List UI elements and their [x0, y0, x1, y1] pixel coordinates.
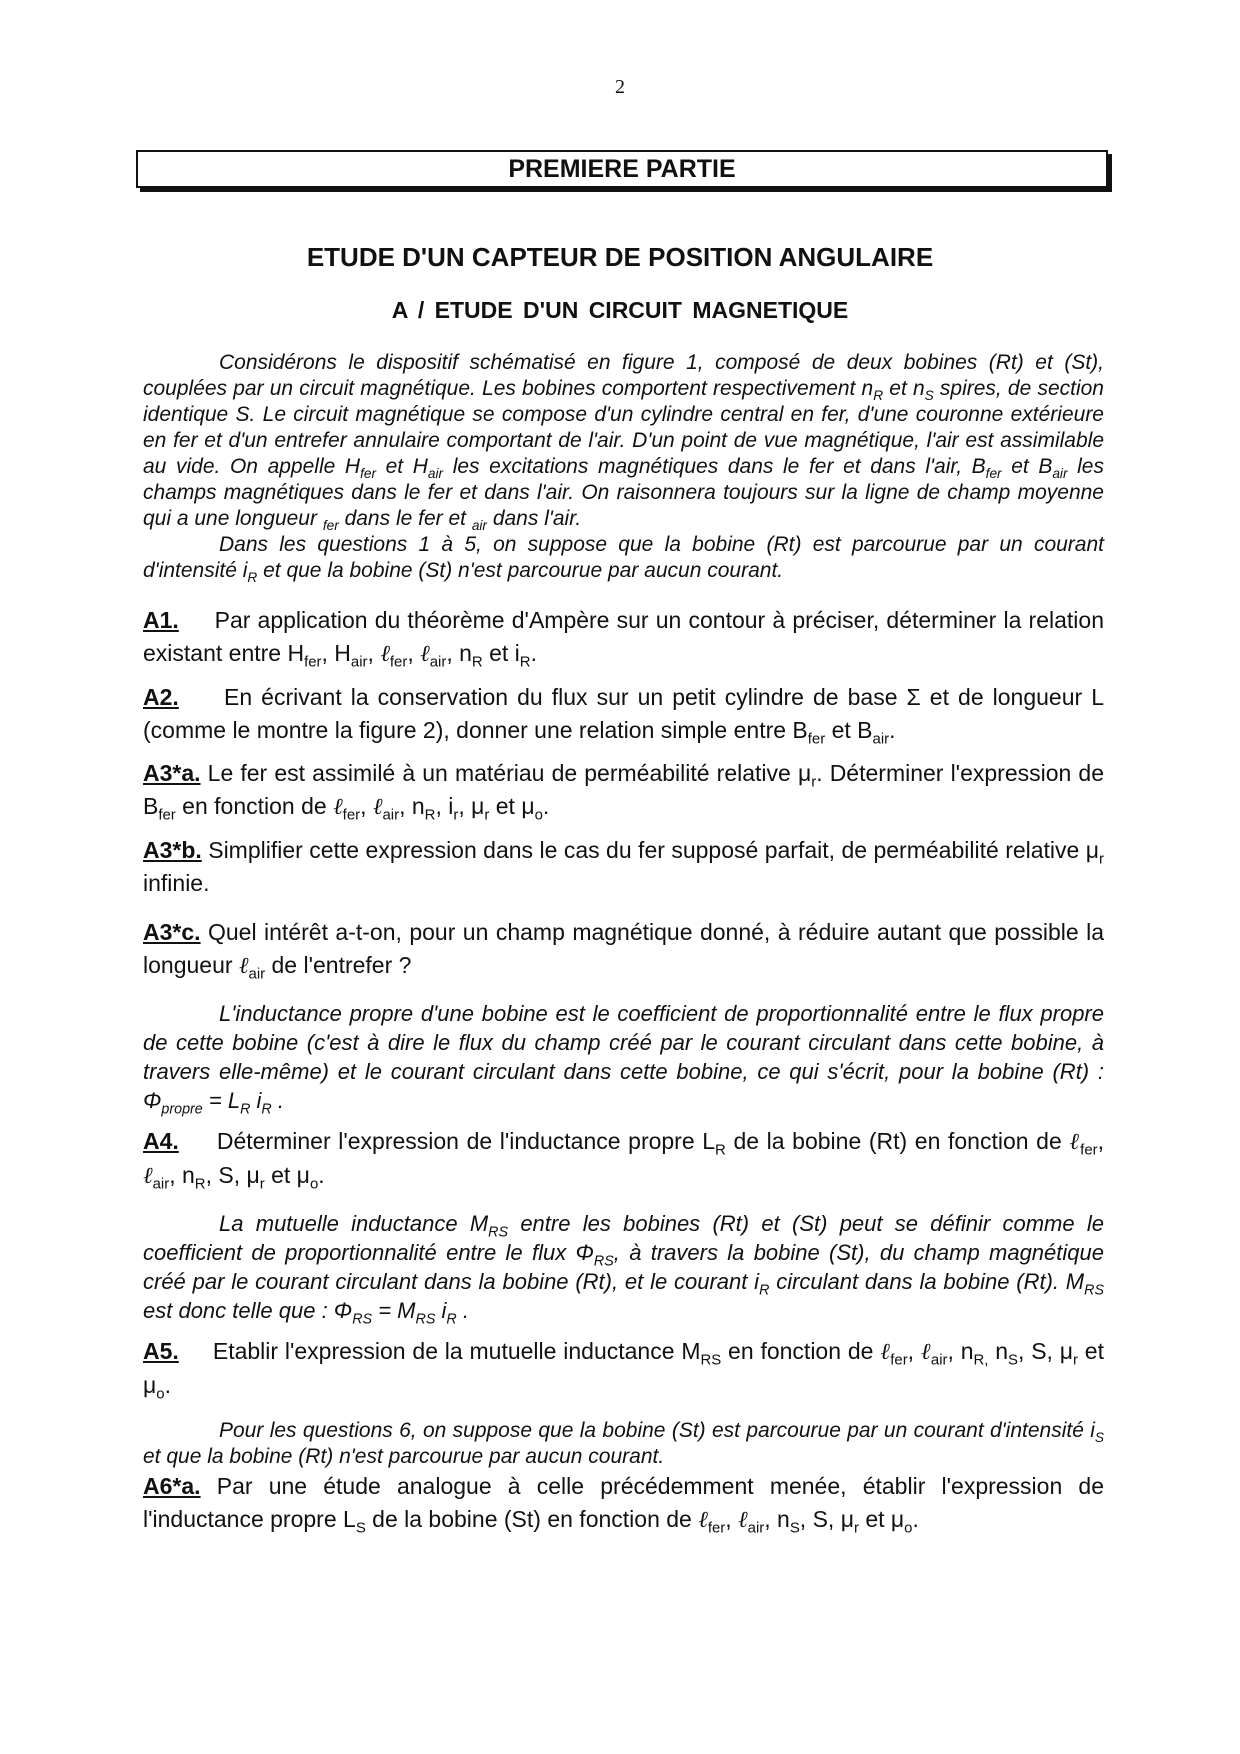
question-a2: A2. En écrivant la conservation du flux sur un petit cylindre de base Σ et de longueur L (comme le montre la figure 2), donner une relation simple entre $B_{fer}$ et $B_{air}$.	[143, 684, 1104, 748]
question-a3a: A3*a. Le fer est assimilé à un matériau de perméabilité relative $\mu_r$. Déterminer l'expression de $B_{fer}$ en fonction de ℓ$_{fer}$, ℓ$_{air}$, $n_R$, $i_r$, $\mu_r$ et $\mu_o$.	[143, 760, 1105, 824]
question-a5: A5. Etablir l'expression de la mutuelle inductance $M_{RS}$ en fonction de ℓ$_{fer}$, ℓ$_{air}$, $n_{R,}$ $n_S$, S, $\mu_r$ et $\mu_o$.	[143, 1338, 1104, 1403]
question-a5-label: A5.	[143, 1338, 179, 1364]
question-a3c: A3*c. Quel intérêt a-t-on, pour un champ magnétique donné, à réduire autant que possible la longueur ℓ$_{air}$ de l'entrefer ?	[143, 919, 1104, 983]
document-title: ETUDE D'UN CAPTEUR DE POSITION ANGULAIRE	[306, 242, 934, 272]
hypothesis-paragraph-1: Dans les questions 1 à 5, on suppose que la bobine (Rt) est parcourue par un courant d'intensité $i_R$ et que la bobine (St) n'est parcourue par aucun courant.	[143, 533, 1104, 586]
inductance-definition: L'inductance propre d'une bobine est le coefficient de proportionnalité entre le flux propre de cette bobine (c'est à dire le flux du champ créé par le courant circulant dans cette bobine, à travers elle-même) et le courant circulant dans cette bobine, ce qui s'écrit, pour la bobine (Rt) : $\Phi_{propre} = L_R$ $i_R$ .	[143, 1001, 1104, 1118]
hypothesis-paragraph-2: Pour les questions 6, on suppose que la bobine (St) est parcourue par un courant d'intensité $i_S$ et que la bobine (Rt) n'est parcourue par aucun courant.	[143, 1419, 1104, 1468]
section-subtitle: A / ETUDE D'UN CIRCUIT MAGNETIQUE	[391, 297, 849, 323]
question-a6a-label: A6*a.	[143, 1473, 201, 1499]
intro-paragraph: Considérons le dispositif schématisé en figure 1, composé de deux bobines (Rt) et (St), couplées par un circuit magnétique. Les bobines comportent respectivement $n_R$ et $n_S$ spires, de section identique S. Le circuit magnétique se compose d'un cylindre central en fer, d'une couronne extérieure en fer et d'un entrefer annulaire comportant de l'air. D'un point de vue magnétique, l'air est assimilable au vide. On appelle $H_{fer}$ et $H_{air}$ les excitations magnétiques dans le fer et dans l'air, $B_{fer}$ et $B_{air}$ les champs magnétiques dans le fer et dans l'air. On raisonnera toujours sur la ligne de champ moyenne qui a une longueur $_{fer}$ dans le fer et $_{air}$ dans l'air.	[143, 351, 1104, 534]
mutual-inductance-definition: La mutuelle inductance $M_{RS}$ entre les bobines (Rt) et (St) peut se définir comme le coefficient de proportionnalité entre le flux $\Phi_{RS}$, à travers la bobine (St), du champ magnétique créé par le courant circulant dans la bobine (Rt), et le courant $i_R$ circulant dans la bobine (Rt). $M_{RS}$ est donc telle que : $\Phi_{RS} = M_{RS}$ $i_R$ .	[143, 1211, 1105, 1328]
part-banner: PREMIERE PARTIE	[136, 150, 1108, 188]
question-a2-label: A2.	[143, 684, 179, 710]
question-a3b: A3*b. Simplifier cette expression dans le cas du fer supposé parfait, de perméabilité relative $\mu_r$ infinie.	[143, 837, 1105, 896]
question-a3b-label: A3*b.	[143, 837, 202, 863]
document-body	[143, 350, 1104, 1537]
question-a1: A1. Par application du théorème d'Ampère sur un contour à préciser, déterminer la relation existant entre $H_{fer}$, $H_{air}$, ℓ$_{fer}$, ℓ$_{air}$, $n_R$ et $i_R$.	[143, 607, 1104, 671]
question-a4: A4. Déterminer l'expression de l'inductance propre $L_R$ de la bobine (Rt) en fonction de ℓ$_{fer}$, ℓ$_{air}$, $n_R$, S, $\mu_r$ et $\mu_o$.	[143, 1128, 1104, 1193]
question-a6a: A6*a. Par une étude analogue à celle précédemment menée, établir l'expression de l'inductance propre $L_S$ de la bobine (St) en fonction de ℓ$_{fer}$, ℓ$_{air}$, $n_S$, S, $\mu_r$ et $\mu_o$.	[143, 1473, 1105, 1537]
question-a3c-label: A3*c.	[143, 919, 201, 945]
question-a4-label: A4.	[143, 1128, 179, 1154]
page-number: 2	[615, 76, 625, 98]
question-a1-label: A1.	[143, 607, 179, 633]
question-a3a-label: A3*a.	[143, 760, 201, 786]
